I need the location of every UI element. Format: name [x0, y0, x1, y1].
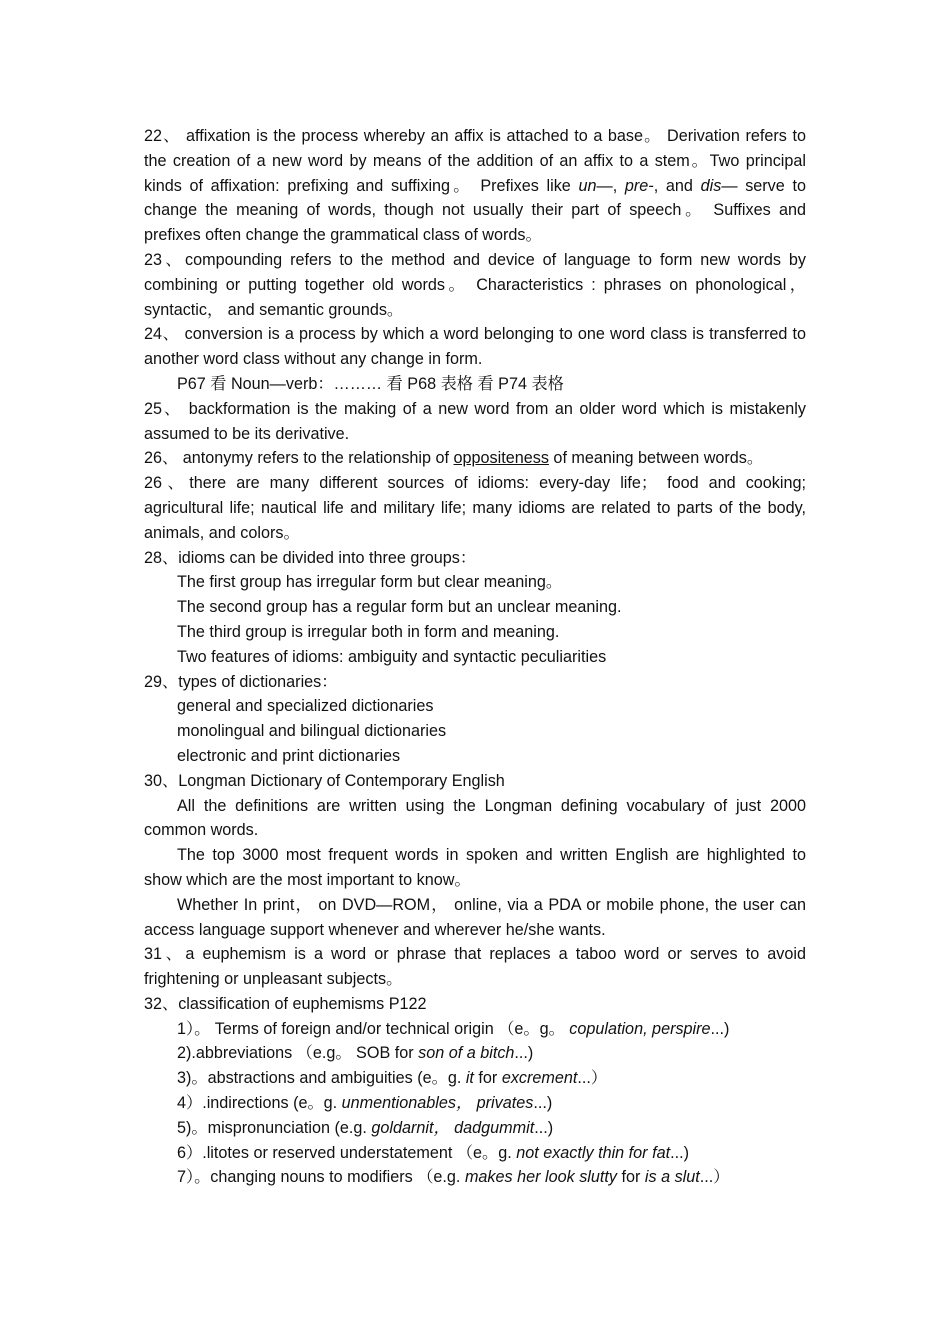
prefix-pre: pre-	[624, 176, 654, 195]
underlined-term: oppositeness	[453, 449, 549, 468]
example-term: copulation, perspire	[569, 1019, 711, 1038]
item-32-line	[144, 1091, 806, 1116]
item-32-line	[144, 1116, 806, 1141]
item-24-conversion: 24、 conversion is a process by which a word belonging to one word class is transferred to another word class without any change in form.	[144, 325, 806, 369]
item-30-paragraph: The top 3000 most frequent words in spoken and written English are highlighted to show which are the most important to know。	[144, 846, 806, 889]
line-text: 1）。 Terms of foreign and/or technical origin （e。g。	[177, 1019, 570, 1038]
item-28-line: The second group has a regular form but an unclear meaning.	[177, 598, 622, 617]
item-32-line	[144, 1066, 806, 1091]
item-28-line: The third group is irregular both in form and meaning.	[177, 622, 560, 641]
line-text: ...）	[577, 1069, 608, 1088]
prefix-un: un	[578, 176, 597, 195]
example-term: goldarnit， dadgummit	[371, 1118, 535, 1137]
item-28-heading: 28、idioms can be divided into three groups：	[144, 548, 477, 567]
line-text: ...)	[710, 1019, 730, 1038]
example-term: is a slut	[644, 1168, 700, 1187]
item-30-heading: 30、Longman Dictionary of Contemporary English	[144, 771, 505, 790]
item-22-affixation	[144, 124, 806, 248]
item-26-antonymy	[144, 446, 806, 471]
line-text: ...)	[534, 1118, 554, 1137]
item-29-line: monolingual and bilingual dictionaries	[177, 722, 447, 741]
line-text: ...)	[670, 1143, 689, 1162]
example-term: makes her look slutty	[464, 1168, 617, 1187]
example-term: it	[465, 1069, 474, 1088]
item-29-heading: 29、types of dictionaries：	[144, 672, 338, 691]
item-32-line	[144, 1165, 806, 1190]
item-32-line	[144, 1017, 806, 1042]
example-term: excrement	[501, 1069, 578, 1088]
item-28-line: Two features of idioms: ambiguity and syntactic peculiarities	[177, 647, 607, 666]
item-32-line	[144, 1141, 806, 1166]
item-25-backformation: 25、 backformation is the making of a new word from an older word which is mistakenly assumed to be its derivative.	[144, 399, 806, 443]
item-26-text: 26、 antonymy refers to the relationship of	[144, 449, 454, 468]
item-22-text: , and	[653, 176, 701, 195]
line-text: for	[616, 1168, 645, 1187]
item-24-note: P67 看 Noun—verb：……… 看 P68 表格 看 P74 表格	[177, 374, 564, 393]
item-32-line	[144, 1041, 806, 1066]
line-text: 3)。abstractions and ambiguities (e。g.	[177, 1069, 466, 1088]
item-29-line: electronic and print dictionaries	[177, 746, 401, 765]
item-22-text: — serve to change the meaning of words, though not usually their part of speech。 Suffixes and prefixes often change the grammatical class of words。	[144, 176, 806, 245]
item-30-paragraph: All the definitions are written using the Longman defining vocabulary of just 2000 common words.	[144, 796, 806, 840]
line-text: 5)。mispronunciation (e.g.	[177, 1118, 372, 1137]
item-23-compounding: 23、compounding refers to the method and device of language to form new words by combining or putting together old words。 Characteristics : phrases on phonological， syntactic， and semantic grounds。	[144, 250, 806, 319]
example-term: not exactly thin for fat	[516, 1143, 671, 1162]
item-22-text: —,	[596, 176, 625, 195]
line-text: ...)	[533, 1094, 553, 1113]
document-body	[144, 124, 806, 1190]
line-text: 6）.litotes or reserved understatement （e。g.	[177, 1143, 517, 1162]
item-28-line: The first group has irregular form but clear meaning。	[177, 573, 563, 592]
prefix-dis: dis	[700, 176, 722, 195]
line-text: 4）.indirections (e。g.	[177, 1094, 342, 1113]
item-31-euphemism: 31、a euphemism is a word or phrase that replaces a taboo word or serves to avoid frightening or unpleasant subjects。	[144, 945, 806, 989]
example-term: unmentionables， privates	[341, 1094, 534, 1113]
item-32-heading: 32、classification of euphemisms P122	[144, 994, 427, 1013]
example-term: son of a bitch	[418, 1044, 515, 1063]
line-text: for	[473, 1069, 502, 1088]
line-text: 2).abbreviations （e.g。 SOB for	[177, 1044, 419, 1063]
item-22-text: 22、 affixation is the process whereby an affix is attached to a base。 Derivation refers to the creation of a new word by means of the addition of an affix to a stem。Two principal kinds of affixation: prefixing and suffixing。 Prefixes like	[144, 127, 806, 195]
line-text: ...）	[699, 1168, 730, 1187]
item-30-paragraph: Whether In print， on DVD—ROM， online, via a PDA or mobile phone, the user can access language support whenever and wherever he/she wants.	[144, 895, 806, 939]
item-26-idiom-sources: 26、there are many different sources of idioms: every-day life； food and cooking; agricultural life; nautical life and military life; many idioms are related to parts of the body, animals, and colors。	[144, 474, 806, 542]
item-29-line: general and specialized dictionaries	[177, 697, 434, 716]
item-26-text: of meaning between words。	[548, 449, 764, 468]
line-text: 7）。changing nouns to modifiers （e.g.	[177, 1168, 465, 1187]
line-text: ...)	[514, 1044, 534, 1063]
